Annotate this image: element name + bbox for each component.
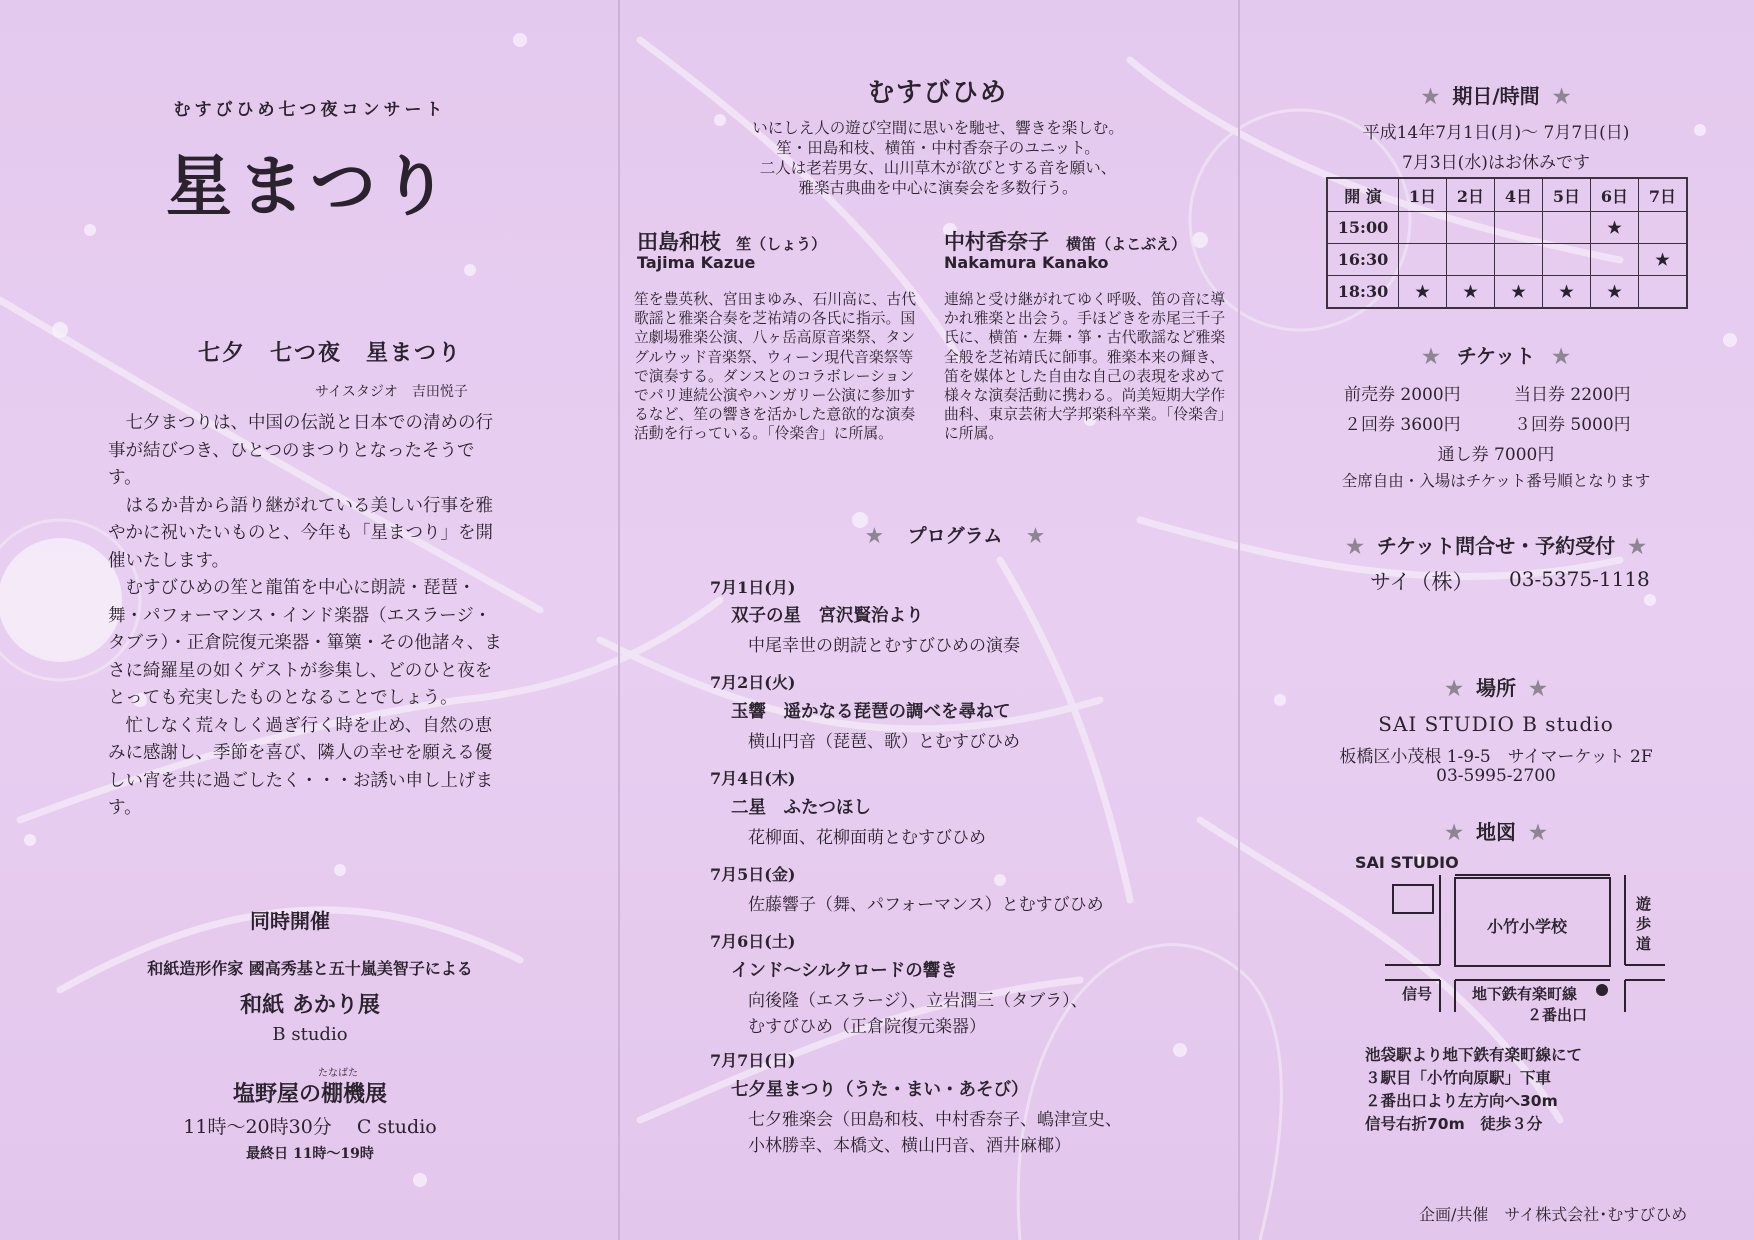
concurrent-title: 同時開催: [250, 909, 330, 933]
inquiry-title: チケット問合せ・予約受付: [1376, 534, 1616, 558]
fold-line: [1238, 0, 1240, 1240]
member-nakamura-heading: [944, 226, 1186, 256]
intro-text: [108, 410, 508, 823]
ticket-price: 通し券 7000円: [1437, 445, 1555, 465]
schedule-row: [1327, 212, 1687, 244]
schedule-header-cell: 開 演: [1327, 178, 1399, 212]
directions: 池袋駅より地下鉄有楽町線にて ３駅目「小竹向原駅」下車 ２番出口より左方向へ30m 信号右折70m 徒歩３分: [1365, 1046, 1583, 1133]
datetime-heading: [1264, 80, 1728, 109]
ticket-price: 前売券 2000円: [1344, 385, 1461, 405]
schedule-cell: [1543, 244, 1591, 276]
exhibit-hours: 11時～20時30分 C studio: [183, 1116, 437, 1138]
ticket-price: 当日券 2200円: [1514, 385, 1631, 405]
star-icon: ★: [1528, 820, 1547, 844]
program-detail: 花柳面、花柳面萌とむすびひめ: [748, 828, 986, 848]
schedule-cell: [1447, 244, 1495, 276]
datetime-title: 期日/時間: [1452, 84, 1540, 108]
schedule-time: 16:30: [1327, 244, 1399, 276]
star-icon: ★: [1552, 84, 1571, 108]
schedule-cell: ★: [1591, 212, 1639, 244]
program-detail: 小林勝幸、本橋文、横山円音、酒井麻椰）: [748, 1136, 1071, 1156]
program-detail: 向後隆（エスラージ）、立岩潤三（タブラ）、: [748, 991, 1088, 1011]
program-title: 二星 ふたつほし: [731, 798, 871, 818]
inquiry-heading: [1264, 530, 1728, 559]
venue-phone: 03-5995-2700: [1436, 766, 1556, 786]
schedule-row: [1327, 276, 1687, 309]
organizer-credit: 企画/共催 サイ株式会社･むすびひめ: [1419, 1205, 1688, 1224]
map-label-exit: ２番出口: [1527, 1006, 1588, 1024]
schedule-row: [1327, 244, 1687, 276]
group-desc-line: 二人は老若男女、山川草木が欲びとする音を願い、: [759, 159, 1117, 177]
schedule-cell: ★: [1447, 276, 1495, 309]
member-bio: 連綿と受け継がれてゆく呼吸、笛の音に導かれ雅楽と出会う。手ほどきを赤尾三千子氏に、横笛・左舞・箏・古代歌謡など雅楽全般を芝祐靖氏に師事。雅楽本来の輝き、笛を媒体とした自由な自己の表現を求めて様々な演奏活動に携わる。尚美短期大学作曲科、東京芸術大学邦楽科卒業。「伶楽舎」に所属。: [944, 291, 1226, 443]
star-icon: ★: [1345, 534, 1364, 558]
schedule-cell: [1639, 276, 1688, 309]
star-icon: ★: [1421, 84, 1440, 108]
map-label-studio: SAI STUDIO: [1355, 853, 1459, 872]
venue-title: 場所: [1476, 676, 1516, 700]
schedule-time: 15:00: [1327, 212, 1399, 244]
fold-line: [618, 0, 620, 1240]
member-romaji: Nakamura Kanako: [944, 253, 1109, 272]
schedule-cell: ★: [1399, 276, 1447, 309]
program-date: 7月2日(火): [710, 673, 796, 692]
star-icon: ★: [1628, 534, 1646, 558]
ticket-price: ３回券 5000円: [1514, 415, 1631, 435]
star-icon: ★: [1445, 820, 1464, 844]
member-name: 田島和枝: [637, 229, 721, 254]
schedule-header-cell: 7日: [1639, 178, 1688, 212]
schedule-cell: [1639, 212, 1688, 244]
program-detail: 横山円音（琵琶、歌）とむすびひめ: [748, 732, 1020, 752]
schedule-header-cell: 2日: [1447, 178, 1495, 212]
venue-address: 板橋区小茂根 1-9-5 サイマーケット 2F: [1339, 747, 1653, 767]
schedule-header-cell: 6日: [1591, 178, 1639, 212]
schedule-cell: [1495, 244, 1543, 276]
member-tajima-heading: [637, 226, 826, 256]
star-icon: ★: [1528, 676, 1547, 700]
schedule-cell: [1399, 244, 1447, 276]
schedule-cell: ★: [1639, 244, 1688, 276]
intro-paragraph: むすびひめの笙と龍笛を中心に朗読・琵琶・舞・パフォーマンス・インド楽器（エスラージ・タブラ）・正倉院復元楽器・篳篥・その他諸々、まさに綺羅星の如くゲストが参集し、どのひと夜をとっても充実したものとなることでしょう。: [108, 578, 502, 708]
map-heading: [1264, 816, 1728, 845]
program-date: 7月1日(月): [710, 578, 796, 597]
member-name: 中村香奈子: [944, 229, 1049, 254]
intro-paragraph: 忙しなく荒々しく過ぎ行く時を止め、自然の恵みに感謝し、季節を喜び、隣人の幸せを願える優しい宵を共に過ごしたく・・・お誘い申し上げます。: [108, 715, 493, 818]
program-title: 玉響 遥かなる琵琶の調べを尋ねて: [731, 702, 1011, 722]
member-romaji: Tajima Kazue: [637, 253, 756, 272]
program-title: インド～シルクロードの響き: [731, 961, 958, 981]
program-title: プログラム: [907, 525, 1003, 547]
map-label-school: 小竹小学校: [1487, 917, 1568, 936]
ticket-heading: [1264, 340, 1728, 369]
program-heading: [840, 521, 1070, 548]
schedule-table: [1326, 177, 1688, 309]
section-title: 七夕 七つ夜 星まつり: [197, 340, 462, 366]
group-name: むすびひめ: [867, 78, 1008, 108]
map-label-walkway: 遊歩道: [1636, 895, 1652, 953]
exhibit-ruby: たなばた: [318, 1068, 358, 1079]
schedule-cell: [1591, 244, 1639, 276]
member-instrument: 横笛（よこぶえ）: [1066, 235, 1187, 253]
program-title: 双子の星 宮沢賢治より: [731, 606, 924, 626]
program-detail: 佐藤響子（舞、パフォーマンス）とむすびひめ: [748, 895, 1104, 915]
group-description: [640, 118, 1236, 198]
exhibit-last-day: 最終日 11時～19時: [246, 1146, 374, 1162]
schedule-header-cell: 1日: [1399, 178, 1447, 212]
program-detail: 中尾幸世の朗読とむすびひめの演奏: [748, 636, 1020, 656]
event-dates: 平成14年7月1日(月)～ 7月7日(日): [1362, 123, 1630, 143]
group-desc-line: いにしえ人の遊び空間に思いを馳せ、響きを楽しむ。: [752, 119, 1124, 137]
map-label-signal: 信号: [1402, 985, 1433, 1003]
schedule-cell: ★: [1495, 276, 1543, 309]
member-bio: 笙を豊英秋、宮田まゆみ、石川高に、古代歌謡と雅楽合奏を芝祐靖の各氏に指示。国立劇場雅楽公演、八ヶ岳高原音楽祭、タングルウッド音楽祭、ウィーン現代音楽祭等で演奏する。ダンスとのコラボレーションでパリ連続公演やハンガリー公演に参加するなど、笙の響きを活かした意欲的な演奏活動を行っている。「伶楽舎」に所属。: [634, 291, 917, 443]
author: サイスタジオ 吉田悦子: [315, 384, 468, 400]
schedule-cell: [1495, 212, 1543, 244]
map-title: 地図: [1476, 820, 1516, 844]
ticket-title: チケット: [1456, 344, 1536, 368]
exhibit-tanabata: 塩野屋の棚機展: [232, 1081, 387, 1107]
venue-heading: [1264, 672, 1728, 701]
program-date: 7月6日(土): [710, 932, 796, 951]
star-icon: ★: [1027, 525, 1045, 547]
schedule-cell: [1447, 212, 1495, 244]
schedule-time: 18:30: [1327, 276, 1399, 309]
schedule-cell: ★: [1543, 276, 1591, 309]
program-date: 7月7日(日): [710, 1051, 796, 1070]
program-title: 七夕星まつり（うた・まい・あそび）: [731, 1080, 1029, 1100]
ticket-price: ２回券 3600円: [1344, 415, 1461, 435]
inquiry-phone: 03-5375-1118: [1509, 567, 1650, 591]
star-icon: ★: [865, 525, 883, 547]
exhibit-washi-venue: B studio: [272, 1024, 348, 1045]
intro-paragraph: はるか昔から語り継がれている美しい行事を雅やかに祝いたいものと、今年も「星まつり」を開催いたします。: [108, 495, 493, 571]
program-date: 7月5日(金): [710, 865, 796, 884]
schedule-header-row: [1327, 178, 1687, 212]
intro-paragraph: 七夕まつりは、中国の伝説と日本での清めの行事が結びつき、ひとつのまつりとなったそうです。: [108, 413, 493, 488]
group-desc-line: 笙・田島和枝、横笛・中村香奈子のユニット。: [776, 139, 1100, 157]
group-desc-line: 雅楽古典曲を中心に演奏会を多数行う。: [798, 179, 1078, 197]
inquiry-company: サイ（株）: [1370, 570, 1474, 594]
schedule-cell: [1399, 212, 1447, 244]
star-icon: ★: [1445, 676, 1464, 700]
member-instrument: 笙（しょう）: [736, 235, 827, 253]
ticket-note: 全席自由・入場はチケット番号順となります: [1341, 472, 1651, 490]
schedule-cell: [1543, 212, 1591, 244]
venue-name: SAI STUDIO B studio: [1378, 712, 1614, 736]
concurrent-artists: 和紙造形作家 國高秀基と五十嵐美智子による: [147, 959, 473, 978]
map-label-subway: 地下鉄有楽町線: [1472, 985, 1578, 1003]
closed-day-note: 7月3日(水)はお休みです: [1402, 153, 1590, 173]
main-title: 星まつり: [166, 148, 454, 225]
exhibit-washi: 和紙 あかり展: [240, 992, 380, 1018]
schedule-header-cell: 4日: [1495, 178, 1543, 212]
star-icon: ★: [1552, 344, 1570, 368]
program-detail: 七夕雅楽会（田島和枝、中村香奈子、嶋津宣史、: [748, 1110, 1122, 1130]
star-icon: ★: [1421, 344, 1440, 368]
program-date: 7月4日(木): [710, 769, 796, 788]
concert-subtitle: むすびひめ七つ夜コンサート: [173, 100, 447, 120]
schedule-header-cell: 5日: [1543, 178, 1591, 212]
program-detail: むすびひめ（正倉院復元楽器）: [748, 1017, 986, 1037]
schedule-cell: ★: [1591, 276, 1639, 309]
